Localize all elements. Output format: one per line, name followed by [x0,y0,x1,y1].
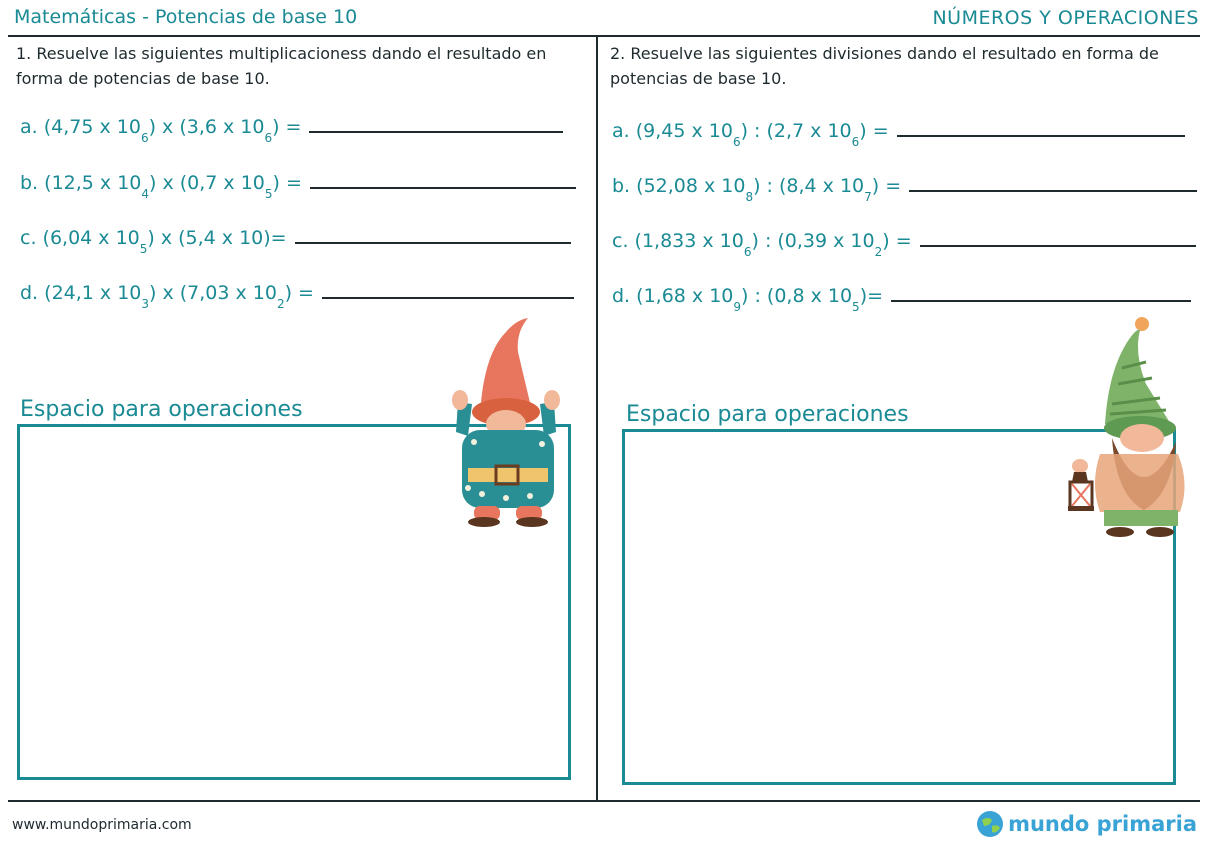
left-exercise-d: d. (24,1 x 10 3 ) x (7,03 x 10 2 ) = [20,282,574,304]
exercise-text: ) : (8,4 x 10 [753,175,865,197]
answer-line[interactable] [322,297,574,299]
left-instruction: 1. Resuelve las siguientes multiplicacioness dando el resultado en forma de potencias de base 10. [16,44,547,88]
right-exercise-a: a. (9,45 x 10 6 ) : (2,7 x 10 6 ) = [612,120,1185,142]
exercise-text: (9,45 x 10 [635,120,733,142]
gnome-arms-up-illustration [446,312,576,532]
right-exercise-d: d. (1,68 x 10 9 ) : (0,8 x 10 5 )= [612,285,1191,307]
exercise-text: ) = [871,175,902,197]
exercise-text: (1,833 x 10 [634,230,744,252]
answer-line[interactable] [897,135,1185,137]
header-divider [8,35,1200,37]
exercise-text: (52,08 x 10 [636,175,746,197]
exercise-label: d. [20,282,39,304]
gnome-lantern-illustration [1060,314,1195,544]
exercise-label: a. [612,120,630,142]
exercise-text: ) : (2,7 x 10 [740,120,852,142]
left-work-title: Espacio para operaciones [20,397,303,422]
left-exercise-c: c. (6,04 x 10 5 ) x (5,4 x 10)= [20,227,571,249]
exercise-label: d. [612,285,631,307]
exercise-text: ) = [272,116,302,138]
answer-line[interactable] [295,242,571,244]
answer-line[interactable] [909,190,1197,192]
right-instruction: 2. Resuelve las siguientes divisiones dando el resultado en forma de potencias de base 10. [610,44,1159,88]
exercise-text: ) x (7,03 x 10 [149,282,277,304]
exercise-text: (4,75 x 10 [43,116,141,138]
right-work-title: Espacio para operaciones [626,402,909,427]
footer-url[interactable]: www.mundoprimaria.com [12,817,192,833]
answer-line[interactable] [920,245,1196,247]
globe-icon [976,810,1004,838]
exercise-text: )= [859,285,884,307]
left-exercise-b: b. (12,5 x 10 4 ) x (0,7 x 10 5 ) = [20,172,576,194]
exercise-label: a. [20,116,38,138]
worksheet-category: NÚMEROS Y OPERACIONES [932,7,1199,29]
exercise-label: b. [612,175,631,197]
exercise-text: ) : (0,8 x 10 [741,285,853,307]
exercise-label: c. [20,227,37,249]
left-exercise-a: a. (4,75 x 10 6 ) x (3,6 x 10 6 ) = [20,116,563,138]
answer-line[interactable] [310,187,576,189]
exercise-text: ) : (0,39 x 10 [751,230,875,252]
exercise-text: (24,1 x 10 [44,282,142,304]
mundo-primaria-logo [976,810,1197,838]
right-exercise-c: c. (1,833 x 10 6 ) : (0,39 x 10 2 ) = [612,230,1196,252]
answer-line[interactable] [309,131,563,133]
exercise-text: ) = [882,230,912,252]
exercise-text: (12,5 x 10 [44,172,142,194]
exercise-text: (6,04 x 10 [42,227,140,249]
worksheet-title: Matemáticas - Potencias de base 10 [14,6,358,28]
exercise-text: ) x (3,6 x 10 [148,116,265,138]
column-divider [596,35,598,801]
exercise-text: ) = [272,172,302,194]
exercise-label: c. [612,230,629,252]
exercise-text: ) = [859,120,889,142]
exercise-text: ) = [284,282,314,304]
logo-text: mundo primaria [1008,812,1197,836]
footer-divider [8,800,1200,802]
exercise-text: ) x (5,4 x 10)= [147,227,287,249]
answer-line[interactable] [891,300,1191,302]
exercise-text: (1,68 x 10 [636,285,734,307]
exercise-label: b. [20,172,39,194]
exercise-text: ) x (0,7 x 10 [149,172,265,194]
right-exercise-b: b. (52,08 x 10 8 ) : (8,4 x 10 7 ) = [612,175,1197,197]
